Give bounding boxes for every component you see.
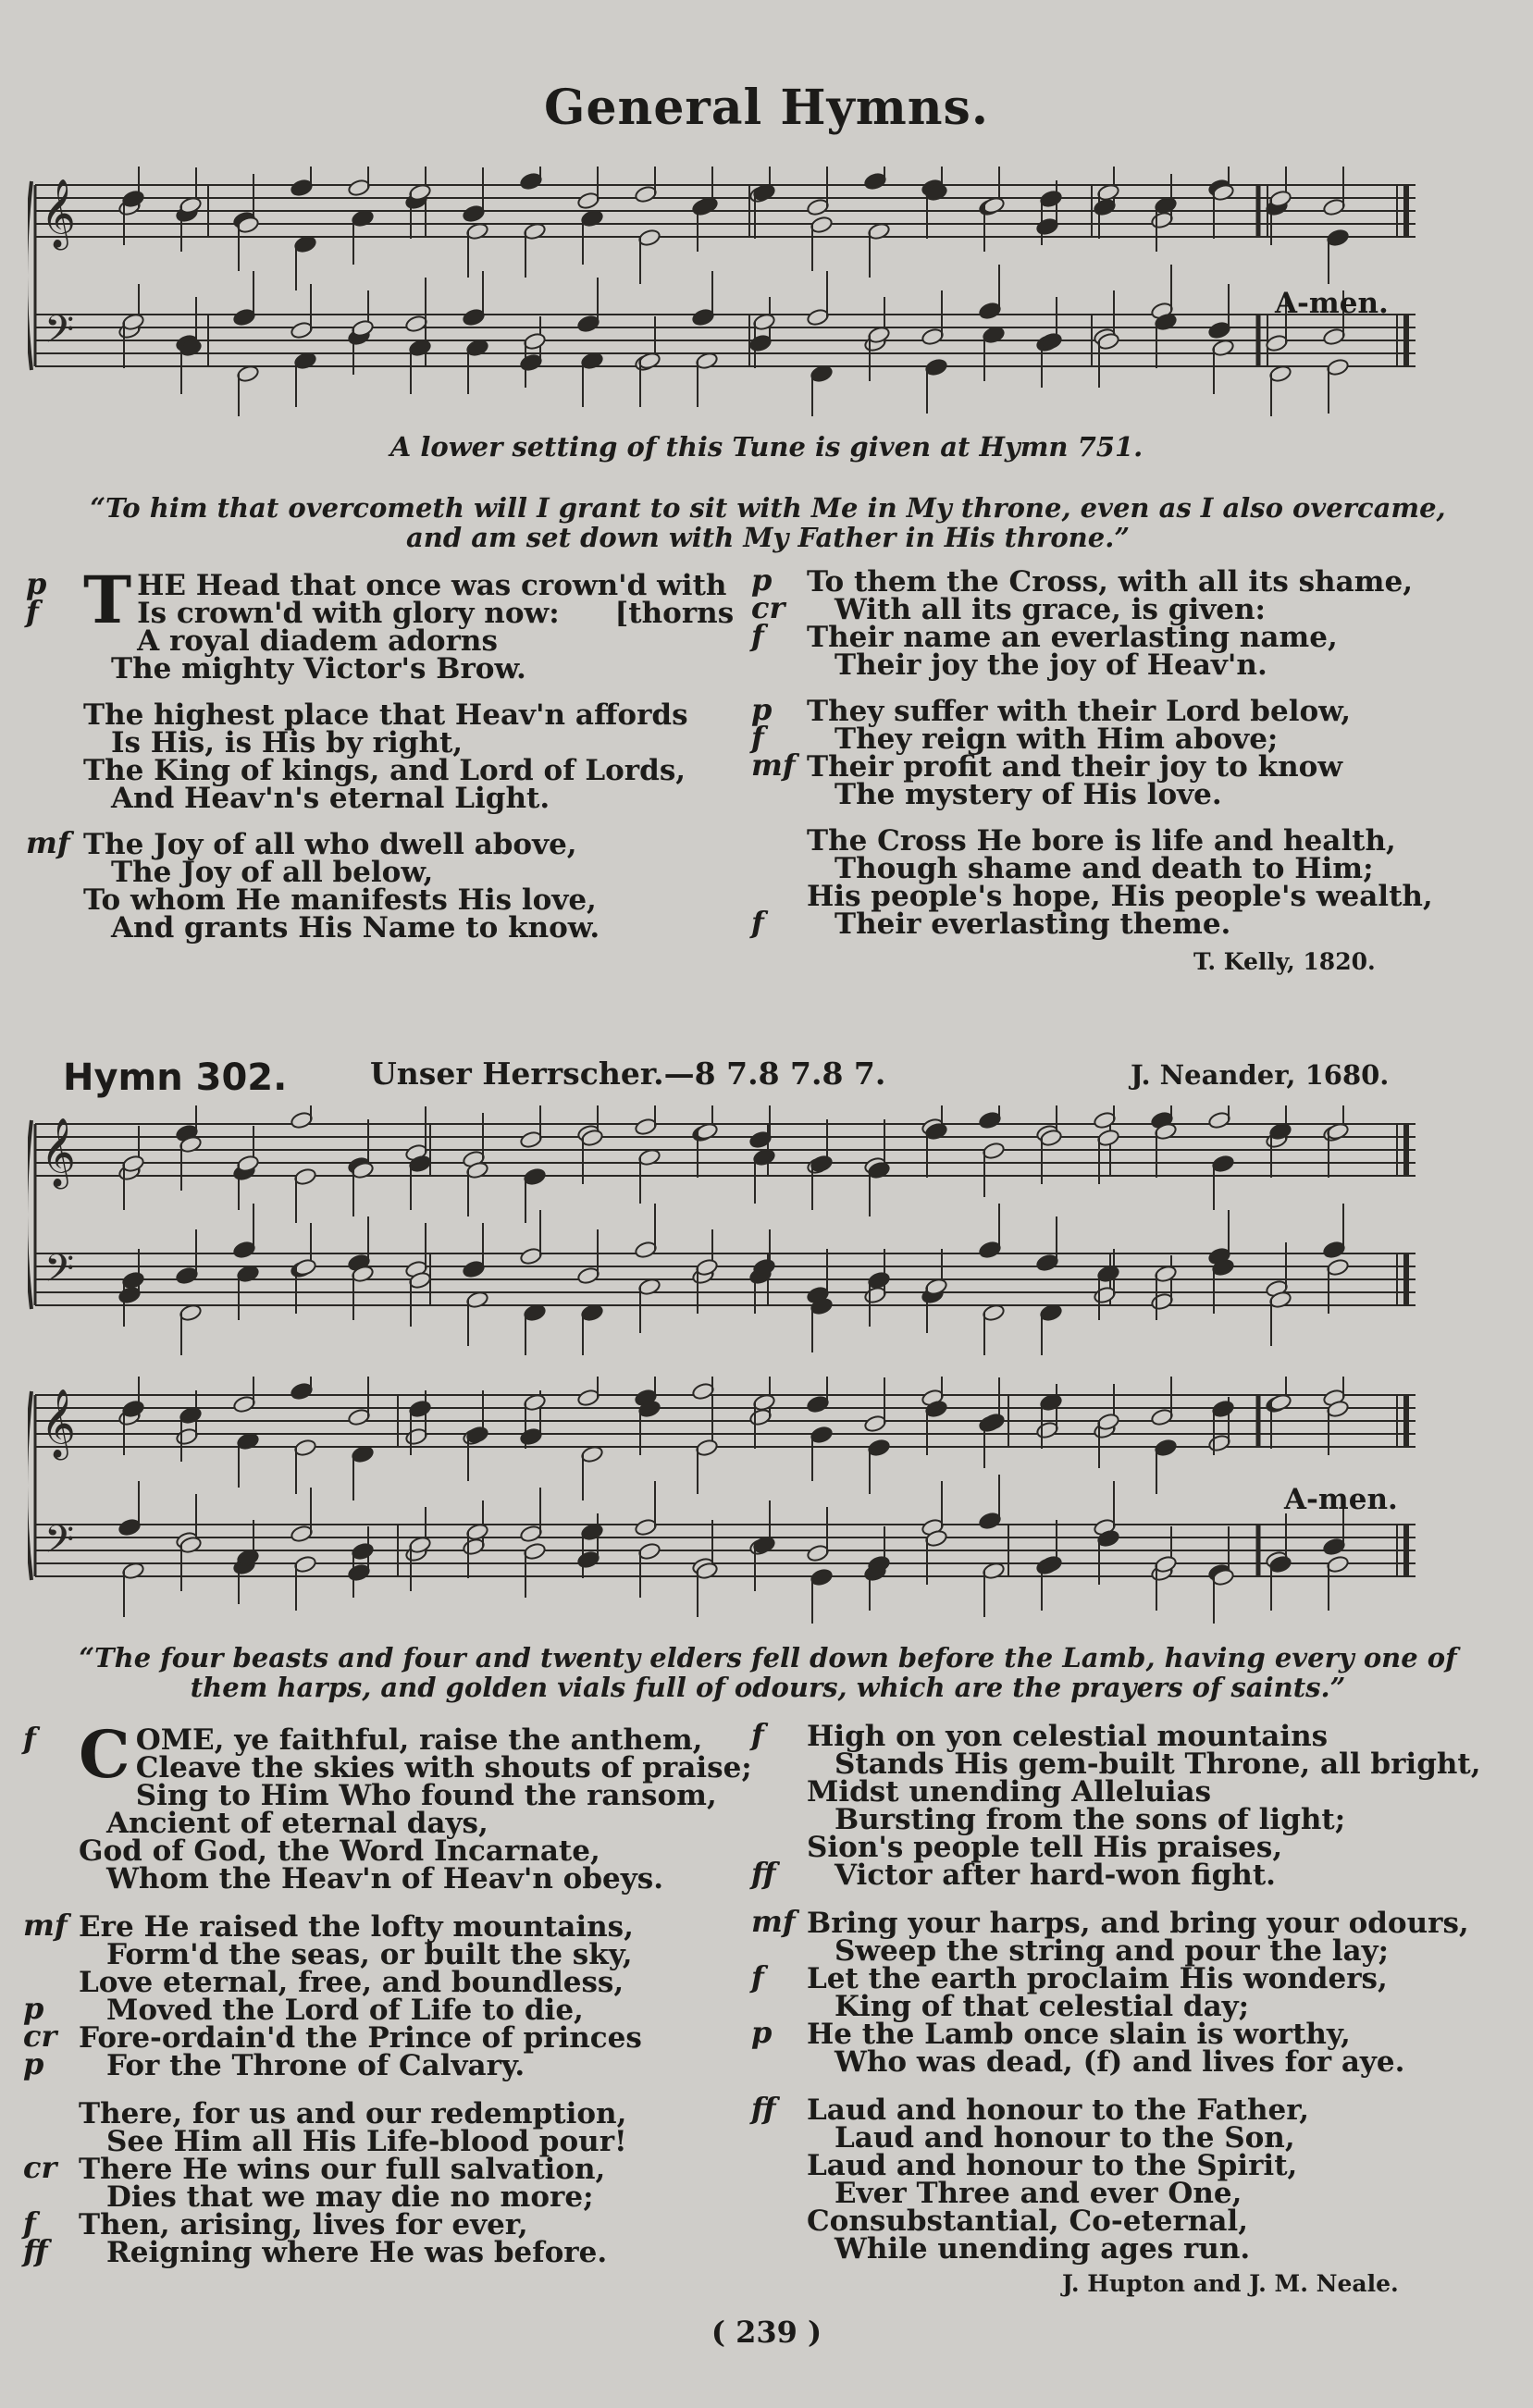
hymn-302-author: J. Hupton and J. M. Neale.	[1062, 2270, 1399, 2297]
note-head	[1093, 198, 1116, 217]
note-head	[1150, 1408, 1173, 1427]
note-head	[1035, 1421, 1058, 1440]
treble-clef-icon: 𝄞	[41, 1118, 76, 1187]
hymn-302-tune-name: Unser Herrscher.—8 7.8 7.8 7.	[370, 1056, 886, 1092]
verse-line	[751, 2091, 1510, 2127]
note-head	[121, 1271, 144, 1290]
dynamic-marking: f	[751, 905, 764, 940]
note-head	[175, 1266, 198, 1286]
verse-line	[83, 698, 749, 732]
note-head	[462, 1260, 485, 1279]
hymn-302-title: Hymn 302.	[63, 1056, 288, 1099]
note-head	[867, 1271, 890, 1290]
verse-text: The Joy of all who dwell above,	[83, 828, 577, 861]
verse-line	[79, 2125, 763, 2158]
verse-text: Their name an everlasting name,	[807, 621, 1338, 654]
verse-line	[807, 880, 1491, 913]
verse-text: The Cross He bore is life and health,	[807, 824, 1396, 858]
note-head	[810, 1568, 833, 1587]
note-head	[1211, 1155, 1234, 1174]
stanza	[23, 1716, 763, 1896]
verse-text: High on yon celestial mountains	[807, 1720, 1329, 1753]
note-head	[404, 315, 427, 334]
note-head	[634, 1241, 657, 1260]
epigraph-line: “To him that overcometh will I grant to sit with Me in My throne, even as I also overcame,	[90, 492, 1446, 524]
verse-line	[751, 1856, 1510, 1892]
verse-text: King of that celestial day;	[834, 1990, 1250, 2023]
note-head	[175, 1427, 198, 1447]
note-head	[576, 1550, 600, 1570]
note-head	[290, 179, 313, 198]
verse-text: Love eternal, free, and boundless,	[79, 1966, 624, 1999]
verse-line	[807, 2045, 1510, 2079]
verse-text: Sweep the string and pour the lay;	[834, 1934, 1390, 1968]
note-head	[519, 172, 542, 191]
note-head	[1035, 217, 1058, 237]
verse-line	[807, 2204, 1510, 2238]
note-head	[982, 1142, 1005, 1161]
note-head	[293, 1439, 316, 1458]
hymn-302-composer: J. Neander, 1680.	[1131, 1059, 1390, 1091]
treble-clef-icon: 𝄞	[41, 179, 76, 248]
music-staff-system-1	[28, 167, 1425, 416]
verse-line	[807, 1990, 1510, 2023]
music-system-1	[28, 167, 1425, 416]
note-head	[863, 1286, 886, 1305]
note-head	[1039, 190, 1062, 209]
verse-line	[26, 594, 749, 630]
note-head	[1326, 1258, 1349, 1278]
note-head	[978, 1241, 1001, 1260]
note-head	[637, 1542, 661, 1562]
note-head	[978, 302, 1001, 321]
verse-text: See Him all His Life-blood pour!	[106, 2125, 627, 2158]
verse-text: And Heav'n's eternal Light.	[111, 782, 550, 815]
verse-text: Is His, is His by right,	[111, 726, 464, 759]
dynamic-marking: mf	[751, 747, 796, 783]
verse-text: While unending ages run.	[834, 2232, 1251, 2266]
note-head	[462, 1537, 485, 1557]
note-head	[1207, 1434, 1230, 1453]
note-head	[290, 1525, 313, 1544]
verse-line	[751, 747, 1491, 784]
verse-text: Let the earth proclaim His wonders,	[807, 1962, 1388, 1995]
note-head	[1207, 321, 1230, 340]
verse-line	[751, 1904, 1510, 1940]
verse-text: They reign with Him above;	[834, 722, 1279, 756]
note-head	[1207, 1111, 1230, 1130]
note-head	[1093, 1111, 1116, 1130]
verse-text: He the Lamb once slain is worthy,	[807, 2018, 1351, 2051]
verse-line	[23, 2233, 763, 2269]
verse-text: Who was dead, (f) and lives for aye.	[834, 2045, 1405, 2079]
drop-cap: T	[83, 562, 132, 638]
verse-text: Ever Three and ever One,	[834, 2177, 1242, 2210]
note-head	[1093, 1286, 1116, 1305]
dynamic-marking: p	[751, 2015, 773, 2050]
dynamic-marking: p	[26, 566, 47, 601]
music-staff-system-2	[28, 1105, 1425, 1355]
verse-line	[751, 2015, 1510, 2051]
verse-line	[79, 1834, 763, 1868]
epigraph-line: “The four beasts and four and twenty elders fell down before the Lamb, having every one of	[79, 1642, 1457, 1673]
note-head	[404, 1427, 427, 1447]
verse-line	[79, 1807, 763, 1840]
verse-line	[807, 852, 1491, 885]
epigraph-line: and am set down with My Father in His throne.”	[405, 522, 1130, 553]
note-head	[634, 1118, 657, 1137]
verse-line	[83, 782, 749, 815]
note-head	[806, 1544, 829, 1563]
hymn-302-epigraph	[37, 1643, 1499, 1702]
stanza	[751, 692, 1491, 811]
verse-text: Bring your harps, and bring your odours,	[807, 1907, 1469, 1940]
dynamic-marking: p	[751, 562, 773, 598]
note-head	[232, 1395, 255, 1414]
dynamic-marking: f	[23, 1721, 36, 1756]
note-head	[293, 1167, 316, 1187]
verse-text: Then, arising, lives for ever,	[79, 2208, 528, 2241]
verse-line	[23, 2205, 763, 2241]
verse-text: Sing to Him Who found the ransom,	[135, 1779, 717, 1812]
note-head	[1322, 1537, 1345, 1557]
verse-text: With all its grace, is given:	[834, 593, 1266, 626]
dynamic-marking: f	[751, 1717, 764, 1752]
verse-line	[79, 1751, 763, 1784]
stanza	[751, 824, 1491, 941]
verse-text: Sion's people tell His praises,	[807, 1831, 1283, 1864]
verse-text: For the Throne of Calvary.	[106, 2049, 525, 2082]
dynamic-marking: f	[23, 2205, 36, 2241]
verse-line	[23, 2150, 763, 2186]
hymn-301-right-column	[751, 562, 1491, 957]
note-head	[117, 1286, 141, 1305]
note-head	[691, 308, 714, 327]
note-head	[637, 228, 661, 248]
stanza	[751, 562, 1491, 682]
verse-text: HE Head that once was crown'd with	[137, 569, 727, 602]
note-head	[806, 1395, 829, 1414]
verse-text: Form'd the seas, or built the sky,	[106, 1938, 633, 1971]
verse-text: Laud and honour to the Father,	[807, 2093, 1310, 2127]
dynamic-marking: p	[23, 1991, 44, 2026]
verse-text: Consubstantial, Co-eternal,	[807, 2204, 1249, 2238]
note-head	[347, 1408, 370, 1427]
note-head	[1326, 358, 1349, 377]
stanza	[26, 825, 749, 945]
verse-line	[807, 2232, 1510, 2266]
verse-text: They suffer with their Lord below,	[807, 695, 1352, 728]
hymn-301-epigraph	[37, 493, 1499, 552]
verse-text: Midst unending Alleluias	[807, 1775, 1212, 1809]
note-head	[1150, 1292, 1173, 1312]
verse-line	[83, 624, 749, 658]
verse-line	[751, 618, 1491, 654]
verse-line	[807, 2149, 1510, 2182]
verse-line	[807, 778, 1491, 811]
dynamic-marking: ff	[751, 2091, 776, 2126]
note-head	[810, 216, 833, 235]
verse-text: To whom He manifests His love,	[83, 883, 597, 917]
note-head	[691, 1382, 714, 1402]
verse-text: His people's hope, His people's wealth,	[807, 880, 1433, 913]
verse-text: Victor after hard-won fight.	[834, 1858, 1276, 1892]
verse-text: Though shame and death to Him;	[834, 852, 1374, 885]
treble-clef-icon: 𝄞	[41, 1389, 76, 1458]
verse-text: Dies that we may die no more;	[106, 2180, 594, 2214]
note-head	[806, 308, 829, 327]
verse-text: Whom the Heav'n of Heav'n obeys.	[106, 1862, 664, 1896]
note-head	[634, 185, 657, 204]
note-head	[1326, 228, 1349, 248]
note-head	[293, 1555, 316, 1574]
verse-text: Their joy the joy of Heav'n.	[834, 648, 1267, 682]
verse-line	[83, 883, 749, 917]
verse-line	[751, 905, 1491, 941]
dynamic-marking: mf	[751, 1904, 796, 1939]
note-head	[1322, 198, 1345, 217]
verse-text: Laud and honour to the Son,	[834, 2121, 1295, 2155]
verse-line	[23, 1991, 763, 2027]
verse-line	[79, 1938, 763, 1971]
note-head	[232, 1241, 255, 1260]
note-head	[810, 1426, 833, 1445]
note-head	[351, 1542, 374, 1562]
note-head	[1154, 1439, 1177, 1458]
hymn-302-right-column	[751, 1717, 1510, 2283]
dynamic-marking: cr	[23, 2150, 57, 2185]
dynamic-marking: f	[751, 1959, 764, 1994]
note-head	[1322, 327, 1345, 347]
verse-line	[83, 754, 749, 787]
verse-line	[807, 1747, 1510, 1781]
verse-line	[807, 1831, 1510, 1864]
stanza	[23, 2097, 763, 2269]
note-head	[978, 1512, 1001, 1531]
verse-text: The mighty Victor's Brow.	[111, 652, 526, 685]
verse-text: Bursting from the sons of light;	[834, 1803, 1346, 1836]
verse-text-extra: [thorns	[614, 597, 735, 630]
verse-text: Moved the Lord of Life to die,	[106, 1994, 584, 2027]
verse-line	[83, 911, 749, 945]
verse-text: Their everlasting theme.	[834, 908, 1231, 941]
drop-cap: C	[79, 1716, 130, 1793]
note-head	[1150, 211, 1173, 230]
note-head	[1096, 1129, 1119, 1148]
verse-line	[751, 720, 1491, 756]
verse-line	[751, 692, 1491, 728]
verse-text: A royal diadem adorns	[137, 624, 498, 658]
note-head	[863, 172, 886, 191]
verse-text: Reigning where He was before.	[106, 2236, 608, 2269]
music-system-2	[28, 1105, 1425, 1355]
dynamic-marking: cr	[751, 590, 785, 625]
note-head	[347, 1563, 370, 1583]
verse-text: The Joy of all below,	[111, 856, 434, 889]
stanza	[26, 562, 749, 685]
note-head	[1265, 334, 1288, 353]
verse-line	[79, 2097, 763, 2130]
stanza	[751, 1904, 1510, 2079]
note-head	[576, 191, 600, 211]
note-head	[748, 334, 772, 353]
verse-line	[807, 2121, 1510, 2155]
dynamic-marking: ff	[751, 1856, 776, 1891]
amen-text-2: A-men.	[1284, 1483, 1398, 1516]
verse-text: There He wins our full salvation,	[79, 2153, 606, 2186]
note-head	[519, 1247, 542, 1266]
page-header: General Hymns.	[544, 80, 989, 136]
verse-line	[751, 562, 1491, 599]
note-head	[921, 327, 944, 347]
dynamic-marking: p	[751, 692, 773, 727]
verse-line	[751, 1959, 1510, 1995]
note-head	[462, 204, 485, 224]
stanza	[23, 1908, 763, 2082]
verse-text: God of God, the Word Incarnate,	[79, 1834, 600, 1868]
verse-line	[807, 824, 1491, 858]
page-number: ( 239 )	[711, 2315, 822, 2350]
verse-line	[23, 2046, 763, 2082]
verse-line	[807, 648, 1491, 682]
verse-text: Cleave the skies with shouts of praise;	[135, 1751, 752, 1784]
verse-text: Ancient of eternal days,	[106, 1807, 488, 1840]
verse-text: Laud and honour to the Spirit,	[807, 2149, 1298, 2182]
dynamic-marking: f	[751, 618, 764, 653]
verse-line	[807, 2177, 1510, 2210]
note-head	[462, 308, 485, 327]
verse-line	[79, 1862, 763, 1896]
note-head	[978, 1111, 1001, 1130]
verse-line	[807, 1803, 1510, 1836]
verse-text: The highest place that Heav'n affords	[83, 698, 688, 732]
stanza	[83, 698, 749, 815]
verse-line	[807, 1775, 1510, 1809]
dynamic-marking: mf	[26, 825, 70, 860]
lower-setting-note: A lower setting of this Tune is given at Hymn 751.	[389, 431, 1144, 463]
hymn-302-left-column	[23, 1716, 763, 2287]
verse-text: OME, ye faithful, raise the anthem,	[135, 1723, 703, 1757]
note-head	[290, 1382, 313, 1402]
verse-text: The mystery of His love.	[834, 778, 1222, 811]
verse-line	[751, 1717, 1510, 1753]
note-head	[1322, 1241, 1345, 1260]
verse-text: The King of kings, and Lord of Lords,	[83, 754, 686, 787]
note-head	[347, 179, 370, 198]
note-head	[806, 198, 829, 217]
verse-line	[26, 825, 749, 861]
dynamic-marking: p	[23, 2046, 44, 2081]
verse-text: Fore-ordain'd the Prince of princes	[79, 2021, 642, 2055]
note-head	[924, 358, 947, 377]
amen-text-1: A-men.	[1275, 287, 1389, 320]
verse-text: Is crown'd with glory now:	[137, 597, 560, 630]
note-head	[1035, 1253, 1058, 1273]
note-head	[1326, 1555, 1349, 1574]
verse-line	[79, 2180, 763, 2214]
verse-text: Their profit and their joy to know	[807, 750, 1343, 784]
note-head	[576, 1266, 600, 1286]
hymn-301-left-column	[26, 562, 749, 960]
note-head	[523, 1167, 546, 1187]
note-head	[695, 1439, 718, 1458]
verse-line	[23, 2019, 763, 2055]
note-head	[523, 1542, 546, 1562]
music-system-3	[28, 1377, 1425, 1626]
verse-line	[83, 726, 749, 759]
verse-line	[23, 1908, 763, 1944]
music-staff-system-3	[28, 1377, 1425, 1626]
note-head	[576, 315, 600, 334]
note-head	[232, 308, 255, 327]
stanza	[751, 1717, 1510, 1892]
dynamic-marking: cr	[23, 2019, 57, 2054]
verse-line	[83, 652, 749, 685]
note-head	[290, 321, 313, 340]
verse-line	[83, 856, 749, 889]
verse-text: And grants His Name to know.	[111, 911, 600, 945]
dynamic-marking: f	[751, 720, 764, 755]
note-head	[519, 1525, 542, 1544]
bass-clef-icon: 𝄢	[44, 1517, 75, 1571]
dynamic-marking: f	[26, 594, 39, 629]
verse-text: There, for us and our redemption,	[79, 2097, 627, 2130]
note-head	[748, 1408, 772, 1427]
bass-clef-icon: 𝄢	[44, 1246, 75, 1300]
note-head	[117, 1518, 141, 1537]
dynamic-marking: ff	[23, 2233, 48, 2268]
verse-text: Stands His gem-built Throne, all bright,	[834, 1747, 1481, 1781]
note-head	[863, 1414, 886, 1434]
bass-clef-icon: 𝄢	[44, 307, 75, 361]
epigraph-line: them harps, and golden vials full of odours, which are the prayers of saints.”	[190, 1672, 1346, 1703]
stanza	[751, 2091, 1510, 2266]
note-head	[867, 1439, 890, 1458]
note-head	[1211, 1400, 1234, 1419]
note-head	[519, 1130, 542, 1150]
verse-text: To them the Cross, with all its shame,	[807, 565, 1413, 599]
verse-line	[79, 1779, 763, 1812]
note-head	[290, 1111, 313, 1130]
verse-line	[807, 1934, 1510, 1968]
note-head	[519, 353, 542, 373]
note-head	[519, 1427, 542, 1447]
hymn-301-author: T. Kelly, 1820.	[1193, 948, 1376, 975]
note-head	[408, 1400, 431, 1419]
note-head	[634, 1518, 657, 1537]
verse-line	[751, 590, 1491, 626]
dynamic-marking: mf	[23, 1908, 68, 1943]
verse-text: Ere He raised the lofty mountains,	[79, 1910, 634, 1944]
verse-line	[79, 1966, 763, 1999]
note-head	[523, 332, 546, 352]
note-head	[576, 1389, 600, 1408]
